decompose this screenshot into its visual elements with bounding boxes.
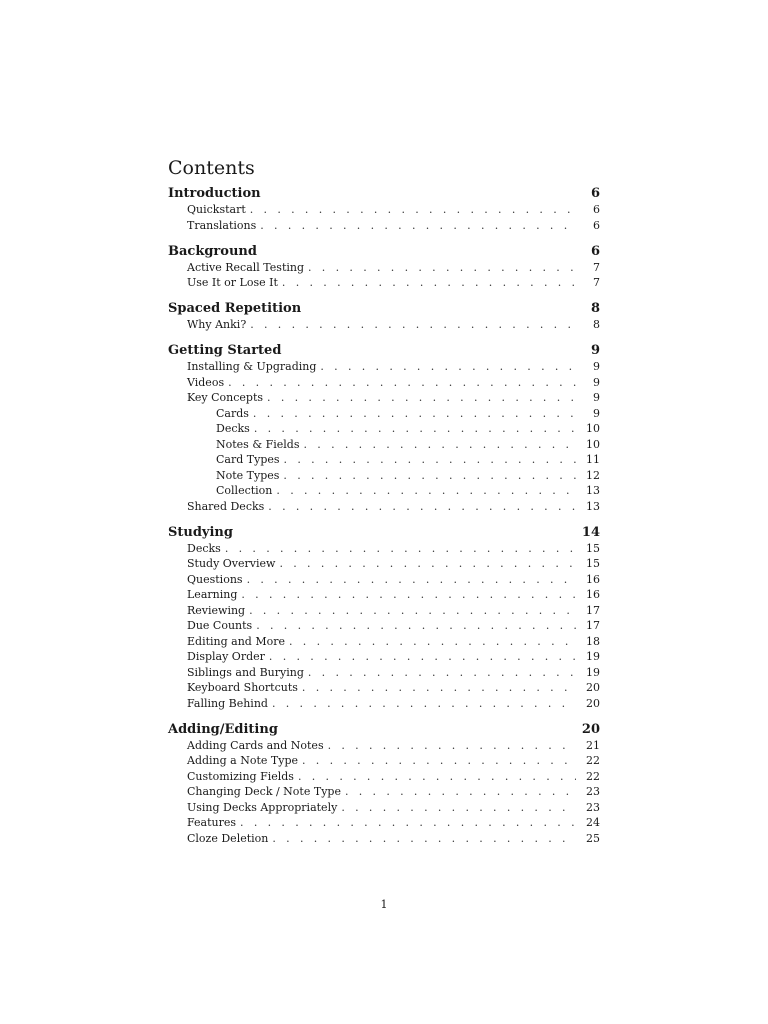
toc-entry[interactable]: [168, 634, 600, 650]
toc-entry-title: Cards: [216, 406, 249, 420]
toc-entry[interactable]: [168, 784, 600, 800]
toc-entry-page: 20: [586, 696, 600, 710]
toc-entry-title: Decks: [187, 541, 221, 555]
toc-entry-title: Keyboard Shortcuts: [187, 681, 298, 694]
toc-dot-leader: [302, 753, 576, 769]
toc-dot-leader: [279, 556, 576, 572]
toc-entry-title: Collection: [216, 484, 273, 497]
toc-section-row[interactable]: [168, 300, 600, 317]
toc-section-title: Getting Started: [168, 343, 282, 358]
toc-entry[interactable]: [168, 202, 600, 218]
toc-section-title: Studying: [168, 524, 233, 540]
toc-section: [168, 342, 600, 514]
toc-dot-leader: [250, 202, 576, 218]
toc-section-row[interactable]: [168, 243, 600, 260]
toc-section-page: 6: [590, 243, 600, 259]
toc-entry-page: 7: [593, 260, 600, 274]
toc-entry-page: 9: [593, 375, 600, 389]
toc-entry[interactable]: [168, 499, 600, 515]
toc-entry-title: Adding a Note Type: [187, 754, 298, 767]
toc-entry-title: Due Counts: [187, 619, 253, 632]
toc-entry-page: 16: [586, 588, 600, 601]
toc-entry[interactable]: [168, 572, 600, 588]
toc-entry-page: 18: [586, 634, 600, 648]
toc-dot-leader: [268, 499, 576, 515]
toc-entry[interactable]: [168, 556, 600, 572]
toc-entry[interactable]: [168, 406, 600, 422]
toc-entry[interactable]: [168, 218, 600, 234]
toc-entry-page: 22: [586, 769, 600, 783]
toc-entry-title: Falling Behind: [187, 696, 268, 710]
toc-entry-page: 7: [593, 276, 600, 289]
toc-entry[interactable]: [168, 649, 600, 665]
toc-entry-page: 13: [586, 484, 600, 497]
toc-entry-page: 15: [586, 557, 600, 570]
toc-entry-title: Key Concepts: [187, 391, 264, 404]
toc-entry[interactable]: [168, 696, 600, 712]
toc-entry[interactable]: [168, 603, 600, 619]
toc-entry[interactable]: [168, 769, 600, 785]
toc-section-row[interactable]: [168, 185, 600, 202]
toc-dot-leader: [225, 541, 576, 557]
toc-dot-leader: [240, 815, 576, 831]
toc-section-row[interactable]: [168, 342, 600, 359]
toc-entry-page: 9: [593, 360, 600, 373]
toc-entry-page: 19: [586, 650, 600, 663]
toc-entry-page: 8: [593, 318, 600, 331]
toc-section: [168, 721, 600, 847]
toc-section-title: Spaced Repetition: [168, 301, 302, 316]
toc-entry[interactable]: [168, 541, 600, 557]
toc-dot-leader: [302, 680, 576, 696]
toc-entry[interactable]: [168, 800, 600, 816]
toc-entry[interactable]: [168, 587, 600, 603]
toc-entry[interactable]: [168, 738, 600, 754]
toc-dot-leader: [308, 665, 576, 681]
toc-dot-leader: [228, 375, 576, 391]
toc-entry[interactable]: [168, 260, 600, 276]
toc-entry-title: Videos: [187, 375, 225, 389]
toc-dot-leader: [276, 483, 576, 499]
toc-section-title: Background: [168, 243, 257, 259]
toc-entry-title: Changing Deck / Note Type: [187, 785, 341, 798]
toc-entry-page: 21: [586, 738, 600, 752]
toc-entry-title: Decks: [216, 422, 250, 435]
toc-dot-leader: [341, 800, 576, 816]
toc-entry[interactable]: [168, 815, 600, 831]
toc-entry-page: 10: [586, 437, 600, 451]
toc-dot-leader: [241, 587, 576, 603]
toc-entry[interactable]: [168, 275, 600, 291]
table-of-contents: [168, 156, 600, 856]
toc-entry-title: Translations: [187, 218, 257, 232]
toc-entry[interactable]: [168, 483, 600, 499]
toc-dot-leader: [289, 634, 576, 650]
toc-entry-page: 9: [593, 391, 600, 404]
toc-section-page: 9: [590, 343, 600, 358]
toc-dot-leader: [269, 649, 576, 665]
toc-section-page: 8: [590, 301, 600, 316]
toc-entry-title: Reviewing: [187, 603, 246, 617]
toc-entry-title: Study Overview: [187, 557, 276, 570]
toc-entry-page: 17: [586, 619, 600, 632]
toc-section-title: Adding/Editing: [168, 721, 278, 737]
toc-entry[interactable]: [168, 437, 600, 453]
toc-entry-title: Adding Cards and Notes: [187, 738, 324, 752]
toc-section: [168, 524, 600, 712]
toc-entry[interactable]: [168, 468, 600, 484]
toc-entry[interactable]: [168, 618, 600, 634]
toc-entry[interactable]: [168, 665, 600, 681]
toc-entry-title: Features: [187, 816, 237, 829]
toc-dot-leader: [272, 696, 576, 712]
toc-entry-page: 15: [586, 541, 600, 555]
toc-entry-page: 23: [586, 800, 600, 814]
toc-dot-leader: [272, 831, 576, 847]
toc-dot-leader: [250, 317, 576, 333]
toc-entry-title: Using Decks Appropriately: [187, 800, 338, 814]
toc-entry-title: Editing and More: [187, 634, 285, 648]
toc-section-page: 20: [581, 721, 600, 737]
toc-dot-leader: [284, 452, 576, 468]
toc-list: [168, 185, 600, 846]
toc-entry-page: 13: [586, 499, 600, 513]
toc-entry-title: Card Types: [216, 453, 280, 466]
toc-entry[interactable]: [168, 375, 600, 391]
toc-entry-title: Note Types: [216, 468, 280, 482]
toc-entry-title: Learning: [187, 588, 238, 601]
toc-section-row[interactable]: [168, 721, 600, 738]
toc-entry-title: Customizing Fields: [187, 769, 294, 783]
toc-entry-page: 11: [586, 453, 600, 466]
toc-entry-page: 22: [586, 754, 600, 767]
toc-entry[interactable]: [168, 753, 600, 769]
toc-entry-title: Installing & Upgrading: [187, 360, 317, 373]
toc-section-page: 6: [590, 186, 600, 201]
toc-entry-title: Display Order: [187, 650, 265, 663]
toc-dot-leader: [254, 421, 576, 437]
toc-dot-leader: [298, 769, 576, 785]
toc-entry[interactable]: [168, 680, 600, 696]
toc-entry[interactable]: [168, 421, 600, 437]
toc-dot-leader: [308, 260, 576, 276]
toc-dot-leader: [283, 468, 576, 484]
toc-dot-leader: [260, 218, 576, 234]
toc-entry-title: Quickstart: [187, 203, 246, 216]
toc-dot-leader: [345, 784, 576, 800]
toc-section-title: Introduction: [168, 186, 261, 201]
toc-entry-title: Active Recall Testing: [187, 260, 305, 274]
toc-section: [168, 185, 600, 233]
toc-dot-leader: [267, 390, 576, 406]
toc-dot-leader: [328, 738, 576, 754]
toc-entry[interactable]: [168, 452, 600, 468]
toc-dot-leader: [249, 603, 576, 619]
toc-dot-leader: [247, 572, 576, 588]
toc-dot-leader: [253, 406, 576, 422]
toc-entry-page: 25: [586, 831, 600, 845]
toc-entry-title: Notes & Fields: [216, 437, 300, 451]
toc-entry-page: 16: [586, 572, 600, 586]
toc-entry-page: 9: [593, 406, 600, 420]
toc-entry[interactable]: [168, 831, 600, 847]
toc-entry-page: 20: [586, 681, 600, 694]
toc-dot-leader: [256, 618, 576, 634]
toc-section-row[interactable]: [168, 524, 600, 541]
toc-section: [168, 243, 600, 291]
toc-dot-leader: [303, 437, 576, 453]
toc-entry-page: 12: [586, 468, 600, 482]
toc-entry[interactable]: [168, 317, 600, 333]
toc-entry-title: Shared Decks: [187, 499, 265, 513]
toc-entry-page: 6: [593, 218, 600, 232]
toc-entry-page: 10: [586, 422, 600, 435]
toc-entry-page: 19: [586, 665, 600, 679]
toc-section: [168, 300, 600, 333]
page-number: 1: [380, 898, 388, 911]
toc-entry-title: Cloze Deletion: [187, 831, 269, 845]
contents-heading: Contents: [168, 157, 255, 179]
toc-entry-page: 23: [586, 785, 600, 798]
toc-dot-leader: [320, 359, 576, 375]
toc-entry-title: Why Anki?: [187, 318, 247, 331]
toc-entry-page: 6: [593, 203, 600, 216]
toc-entry-page: 24: [586, 816, 600, 829]
toc-entry-title: Use It or Lose It: [187, 276, 278, 289]
toc-entry-title: Siblings and Burying: [187, 665, 304, 679]
toc-section-page: 14: [581, 524, 600, 540]
toc-entry-page: 17: [586, 603, 600, 617]
toc-dot-leader: [282, 275, 576, 291]
toc-entry[interactable]: [168, 390, 600, 406]
toc-entry-title: Questions: [187, 572, 243, 586]
toc-entry[interactable]: [168, 359, 600, 375]
